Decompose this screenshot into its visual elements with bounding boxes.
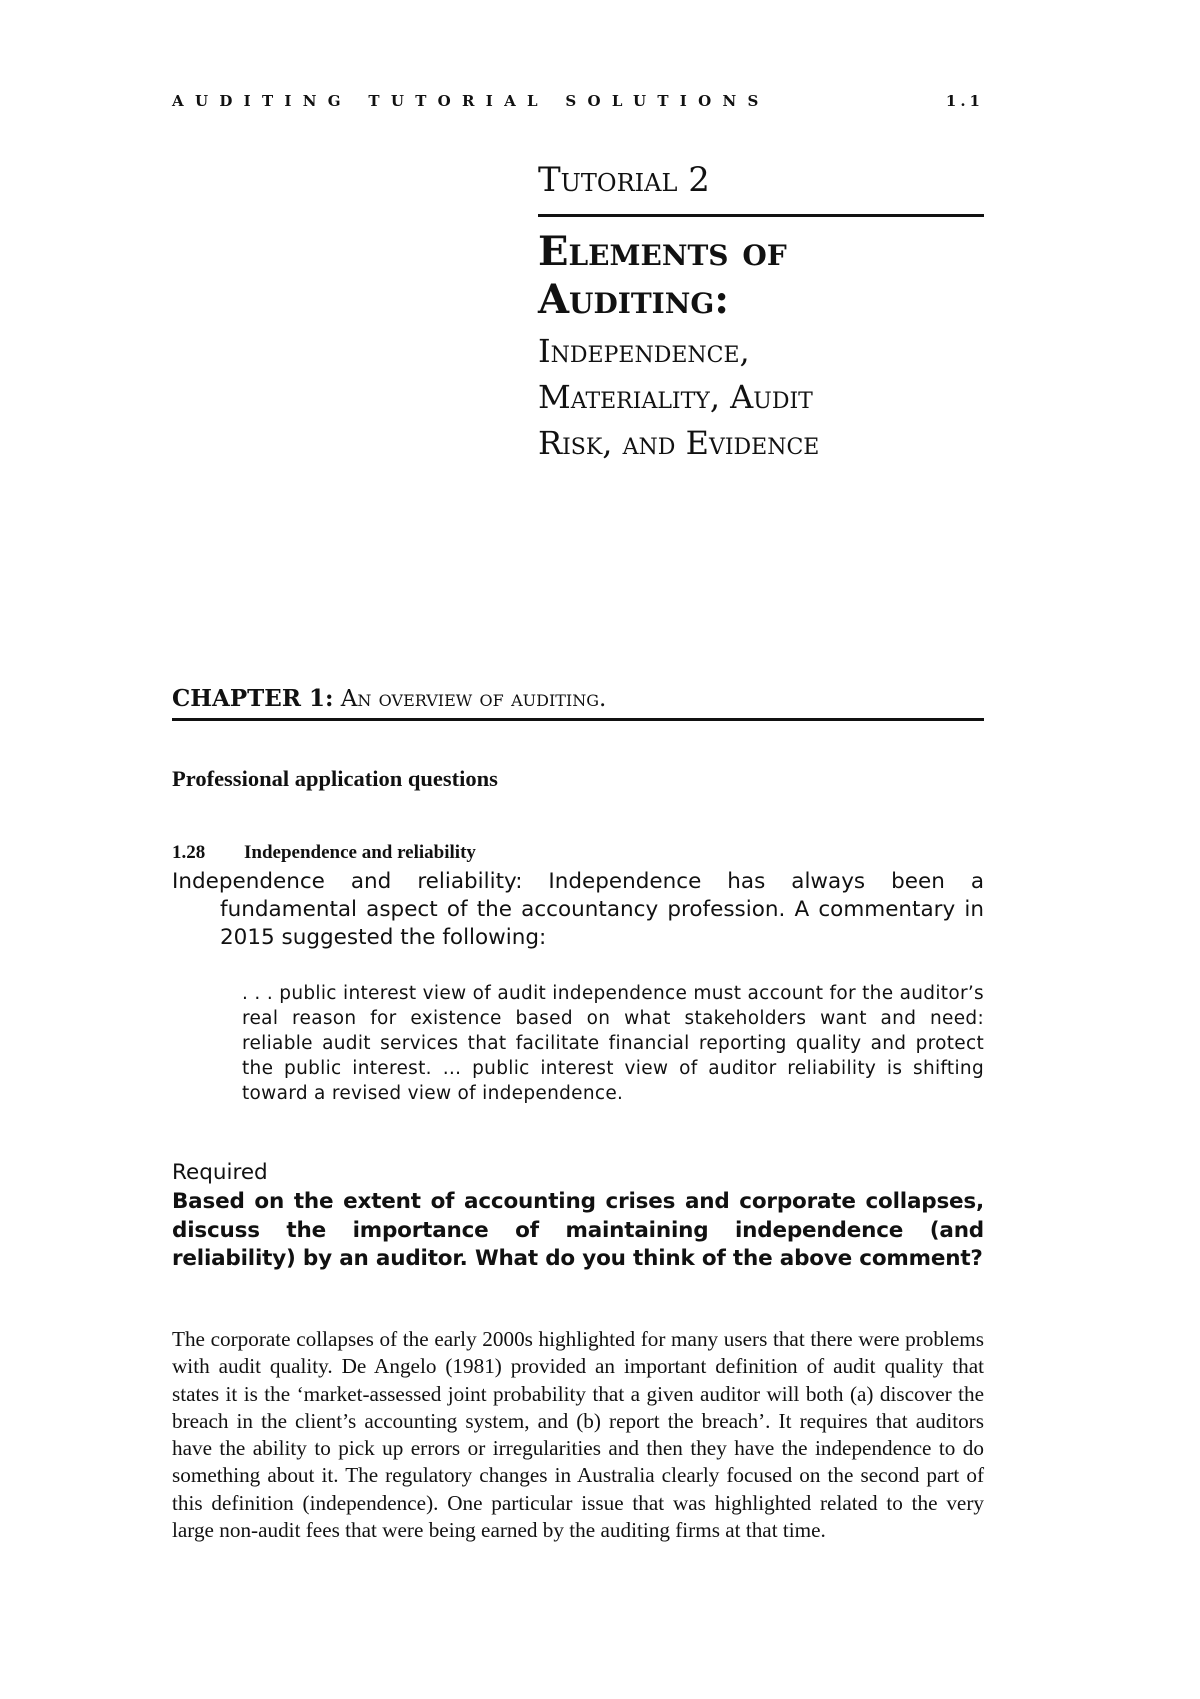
section-heading: Professional application questions <box>172 766 498 791</box>
running-header-title: AUDITING TUTORIAL SOLUTIONS <box>172 92 770 110</box>
block-quote: . . . public interest view of audit independence must account for the auditor’s real reason for existence based on what stakeholders want and need: reliable audit services that facilitate financial reporting quality and protect the public interest. … public interest view of auditor reliability is shifting toward a revised view of independence. <box>242 983 984 1104</box>
chapter-title: An overview of auditing. <box>333 686 607 712</box>
question-heading <box>172 842 476 864</box>
main-title-line-2: Auditing: <box>538 276 730 323</box>
answer-paragraph: The corporate collapses of the early 2000s highlighted for many users that there were problems with audit quality. De Angelo (1981) provided an important definition of audit quality that states it is the ‘market-assessed joint probability that a given auditor will both (a) discover the breach in the client’s accounting system, and (b) report the breach’. It requires that auditors have the ability to pick up errors or irregularities and then they have the independence to do something about it. The regulatory changes in Australia clearly focused on the second part of this definition (independence). One particular issue that was highlighted related to the very large non-audit fees that were being earned by the auditing firms at that time. <box>172 1327 984 1543</box>
tutorial-label: Tutorial 2 <box>538 160 710 200</box>
main-title-line-1: Elements of <box>538 228 787 275</box>
chapter-heading <box>172 685 606 712</box>
subtitle-line-3: Risk, and Evidence <box>538 424 820 462</box>
tutorial-divider <box>538 214 984 217</box>
required-label: Required <box>172 1160 268 1185</box>
question-number: 1.28 <box>172 842 206 863</box>
running-header-page-number: 1.1 <box>945 92 984 110</box>
chapter-prefix: CHAPTER 1: <box>172 685 334 712</box>
required-text: Based on the extent of accounting crises and corporate collapses, discuss the importance of maintaining independence (and reliability) by an auditor. What do you think of the above comment? <box>172 1189 984 1271</box>
main-title <box>538 228 984 324</box>
subtitle-line-2: Materiality, Audit <box>538 378 813 416</box>
subtitle-line-1: Independence, <box>538 332 750 370</box>
question-title: Independence and reliability <box>244 842 476 863</box>
chapter-divider <box>172 718 984 721</box>
question-intro: Independence and reliability: Independence has always been a fundamental aspect of the accountancy profession. A commentary in 2015 suggested the following: <box>172 869 984 950</box>
subtitle <box>538 328 984 466</box>
running-header <box>172 92 984 116</box>
